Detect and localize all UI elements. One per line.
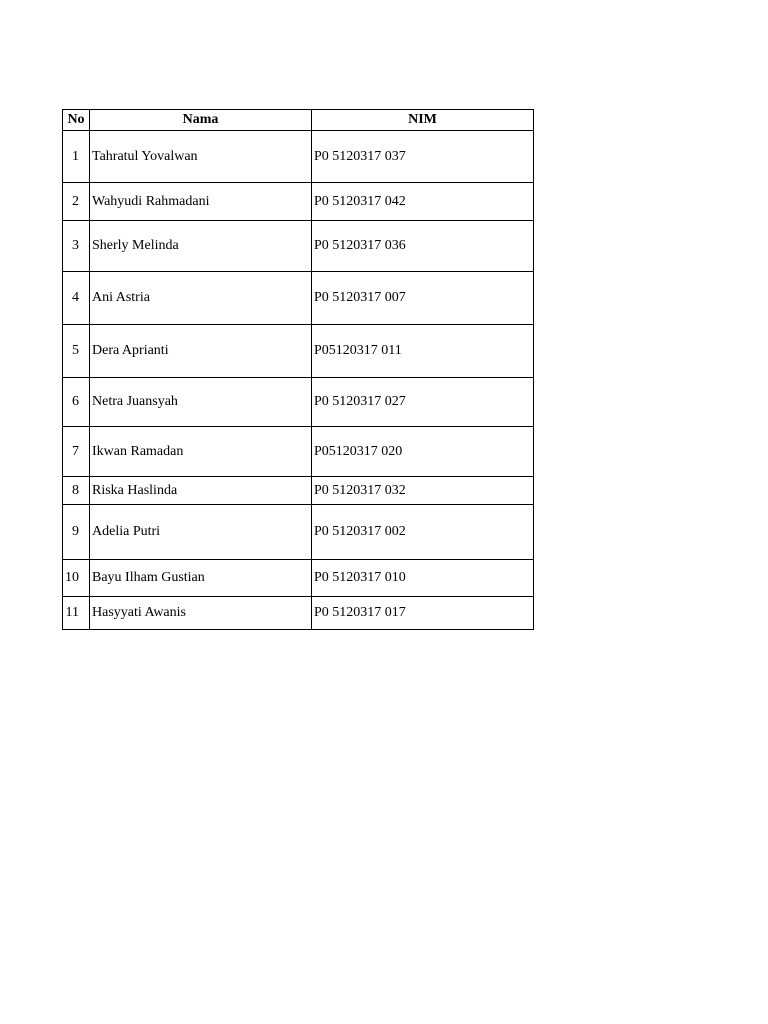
- cell-nama: Bayu Ilham Gustian: [90, 560, 312, 597]
- table-row: [63, 221, 534, 272]
- cell-nim: P05120317 020: [312, 427, 534, 477]
- table-row: [63, 378, 534, 427]
- cell-nim: P0 5120317 036: [312, 221, 534, 272]
- table-row: [63, 131, 534, 183]
- student-table: [62, 109, 534, 630]
- table-row: [63, 183, 534, 221]
- cell-nama: Hasyyati Awanis: [90, 597, 312, 630]
- cell-nama: Sherly Melinda: [90, 221, 312, 272]
- cell-no: 11: [63, 597, 90, 630]
- cell-nim: P0 5120317 037: [312, 131, 534, 183]
- cell-no: 7: [63, 427, 90, 477]
- table-row: [63, 325, 534, 378]
- cell-no: 10: [63, 560, 90, 597]
- cell-nama: Netra Juansyah: [90, 378, 312, 427]
- cell-nama: Tahratul Yovalwan: [90, 131, 312, 183]
- cell-nim: P0 5120317 002: [312, 505, 534, 560]
- cell-no: 1: [63, 131, 90, 183]
- table-row: [63, 272, 534, 325]
- cell-nim: P0 5120317 007: [312, 272, 534, 325]
- cell-nim: P0 5120317 032: [312, 477, 534, 505]
- cell-nama: Ani Astria: [90, 272, 312, 325]
- cell-nama: Dera Aprianti: [90, 325, 312, 378]
- table-row: [63, 427, 534, 477]
- cell-nim: P0 5120317 027: [312, 378, 534, 427]
- cell-nim: P0 5120317 010: [312, 560, 534, 597]
- cell-no: 4: [63, 272, 90, 325]
- cell-no: 9: [63, 505, 90, 560]
- table-row: [63, 505, 534, 560]
- table-header-row: [63, 110, 534, 131]
- cell-no: 2: [63, 183, 90, 221]
- cell-nama: Adelia Putri: [90, 505, 312, 560]
- cell-no: 3: [63, 221, 90, 272]
- cell-nama: Riska Haslinda: [90, 477, 312, 505]
- header-nim: NIM: [312, 110, 534, 131]
- cell-no: 8: [63, 477, 90, 505]
- cell-no: 6: [63, 378, 90, 427]
- table-row: [63, 597, 534, 630]
- header-nama: Nama: [90, 110, 312, 131]
- cell-nim: P0 5120317 042: [312, 183, 534, 221]
- table-row: [63, 560, 534, 597]
- header-no: No: [63, 110, 90, 131]
- cell-nama: Ikwan Ramadan: [90, 427, 312, 477]
- cell-nama: Wahyudi Rahmadani: [90, 183, 312, 221]
- cell-no: 5: [63, 325, 90, 378]
- cell-nim: P0 5120317 017: [312, 597, 534, 630]
- table-row: [63, 477, 534, 505]
- cell-nim: P05120317 011: [312, 325, 534, 378]
